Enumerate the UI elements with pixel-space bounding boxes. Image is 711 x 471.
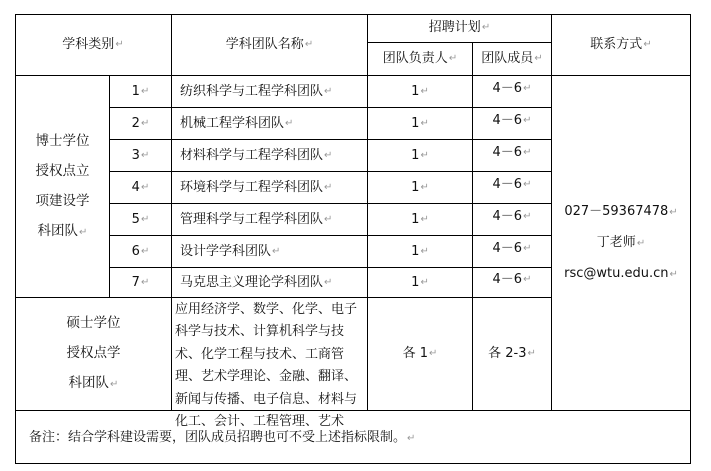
- header-contact: [552, 14, 690, 75]
- row-number: 3 ↵: [131, 147, 150, 163]
- paragraph-mark: ↵: [304, 38, 314, 50]
- header-leader: [368, 43, 472, 75]
- header-team-name: [172, 14, 367, 75]
- masters-leader: [368, 298, 472, 410]
- category-line: 科团队: [68, 375, 110, 391]
- header-contact-text: 联系方式: [590, 36, 643, 52]
- team-name: 纺织科学与工程学科团队 ↵: [180, 83, 333, 99]
- paragraph-mark: ↵: [420, 213, 429, 225]
- paragraph-mark: ↵: [420, 149, 429, 161]
- paragraph-mark: ↵: [523, 146, 532, 158]
- category-line: 授权点立: [35, 162, 90, 179]
- paragraph-mark: ↵: [523, 273, 532, 285]
- paragraph-mark: ↵: [140, 213, 150, 225]
- header-member-text: 团队成员: [481, 51, 534, 66]
- team-name: 管理科学与工程学科团队 ↵: [180, 211, 333, 227]
- paragraph-mark: ↵: [669, 268, 678, 280]
- row-number: 5 ↵: [131, 211, 150, 227]
- paragraph-mark: ↵: [534, 53, 543, 64]
- paragraph-mark: ↵: [523, 82, 532, 94]
- paragraph-mark: ↵: [79, 226, 88, 238]
- paragraph-mark: ↵: [420, 276, 429, 288]
- table-border-bottom: [15, 463, 691, 464]
- paragraph-mark: ↵: [324, 149, 333, 161]
- header-plan-text: 招聘计划: [428, 20, 481, 35]
- leader-count: 1 ↵: [411, 115, 429, 131]
- contact-info: [552, 76, 690, 410]
- header-category-text: 学科类别: [62, 36, 115, 52]
- paragraph-mark: ↵: [448, 53, 458, 64]
- paragraph-mark: ↵: [324, 181, 333, 193]
- team-name: 环境科学与工程学科团队 ↵: [180, 179, 333, 195]
- masters-category: [16, 298, 171, 410]
- paragraph-mark: ↵: [140, 117, 150, 129]
- paragraph-mark: ↵: [115, 38, 124, 50]
- row-number: 4 ↵: [131, 179, 150, 195]
- paragraph-mark: ↵: [523, 114, 532, 126]
- paragraph-mark: ↵: [636, 237, 646, 249]
- paragraph-mark: ↵: [429, 348, 438, 359]
- paragraph-mark: ↵: [523, 242, 532, 254]
- paragraph-mark: ↵: [420, 245, 429, 257]
- team-name: 机械工程学科团队 ↵: [180, 115, 294, 131]
- paragraph-mark: ↵: [140, 276, 150, 288]
- header-member: [473, 43, 551, 75]
- contact-email: rsc@wtu.edu.cn: [564, 265, 669, 281]
- team-name: 设计学学科团队 ↵: [180, 243, 281, 259]
- member-count: 4－6 ↵: [492, 271, 532, 287]
- category-line: 硕士学位: [66, 315, 121, 331]
- paragraph-mark: ↵: [420, 117, 429, 129]
- paragraph-mark: ↵: [272, 245, 281, 257]
- member-count: 4－6 ↵: [492, 208, 532, 224]
- leader-count: 1 ↵: [411, 211, 429, 227]
- paragraph-mark: ↵: [523, 178, 532, 190]
- paragraph-mark: ↵: [669, 206, 678, 218]
- paragraph-mark: ↵: [523, 210, 532, 222]
- member-count: 4－6 ↵: [492, 240, 532, 256]
- contact-person: 丁老师: [596, 234, 636, 250]
- paragraph-mark: ↵: [420, 85, 429, 97]
- table-border-right: [690, 14, 691, 464]
- paragraph-mark: ↵: [140, 149, 150, 161]
- masters-member-text: 各 2-3: [488, 346, 527, 361]
- leader-count: 1 ↵: [411, 83, 429, 99]
- paragraph-mark: ↵: [643, 38, 652, 50]
- member-count: 4－6 ↵: [492, 80, 532, 96]
- paragraph-mark: ↵: [420, 181, 429, 193]
- category-line: 授权点学: [66, 345, 121, 361]
- paragraph-mark: ↵: [481, 22, 491, 33]
- leader-count: 1 ↵: [411, 243, 429, 259]
- paragraph-mark: ↵: [324, 213, 333, 225]
- paragraph-mark: ↵: [324, 85, 333, 97]
- paragraph-mark: ↵: [527, 348, 536, 359]
- category-line: 项建设学: [35, 192, 90, 209]
- note-text: [29, 426, 415, 445]
- masters-subjects: 应用经济学、数学、化学、电子科学与技术、计算机科学与技术、化学工程与技术、工商管理、艺术学理论、金融、翻译、新闻与传播、电子信息、材料与化工、会计、工程管理、艺术: [175, 302, 358, 430]
- masters-member: [473, 298, 551, 410]
- paragraph-mark: ↵: [407, 433, 416, 444]
- row-number: 1 ↵: [131, 83, 150, 99]
- doctoral-category: [16, 76, 109, 297]
- leader-count: 1 ↵: [411, 179, 429, 195]
- header-plan: [368, 14, 551, 42]
- paragraph-mark: ↵: [285, 117, 294, 129]
- member-count: 4－6 ↵: [492, 176, 532, 192]
- contact-phone: 027－59367478: [564, 203, 669, 219]
- paragraph-mark: ↵: [324, 276, 333, 288]
- row-number: 7 ↵: [131, 274, 150, 290]
- masters-leader-text: 各 1: [402, 346, 428, 361]
- leader-count: 1 ↵: [411, 147, 429, 163]
- member-count: 4－6 ↵: [492, 112, 532, 128]
- header-category: [15, 14, 171, 75]
- category-line: 科团队: [37, 222, 79, 239]
- header-leader-text: 团队负责人: [382, 51, 448, 66]
- row-number: 2 ↵: [131, 115, 150, 131]
- team-name: 马克思主义理论学科团队 ↵: [180, 274, 333, 290]
- note-content: 备注：结合学科建设需要，团队成员招聘也可不受上述指标限制。: [29, 430, 407, 445]
- paragraph-mark: ↵: [110, 379, 119, 390]
- member-count: 4－6 ↵: [492, 144, 532, 160]
- paragraph-mark: ↵: [140, 181, 150, 193]
- row-number: 6 ↵: [131, 243, 150, 259]
- header-team-name-text: 学科团队名称: [225, 36, 304, 52]
- paragraph-mark: ↵: [140, 85, 150, 97]
- team-name: 材料科学与工程学科团队 ↵: [180, 147, 333, 163]
- category-line: 博士学位: [35, 132, 90, 149]
- leader-count: 1 ↵: [411, 274, 429, 290]
- recruitment-table: [15, 14, 691, 464]
- paragraph-mark: ↵: [140, 245, 150, 257]
